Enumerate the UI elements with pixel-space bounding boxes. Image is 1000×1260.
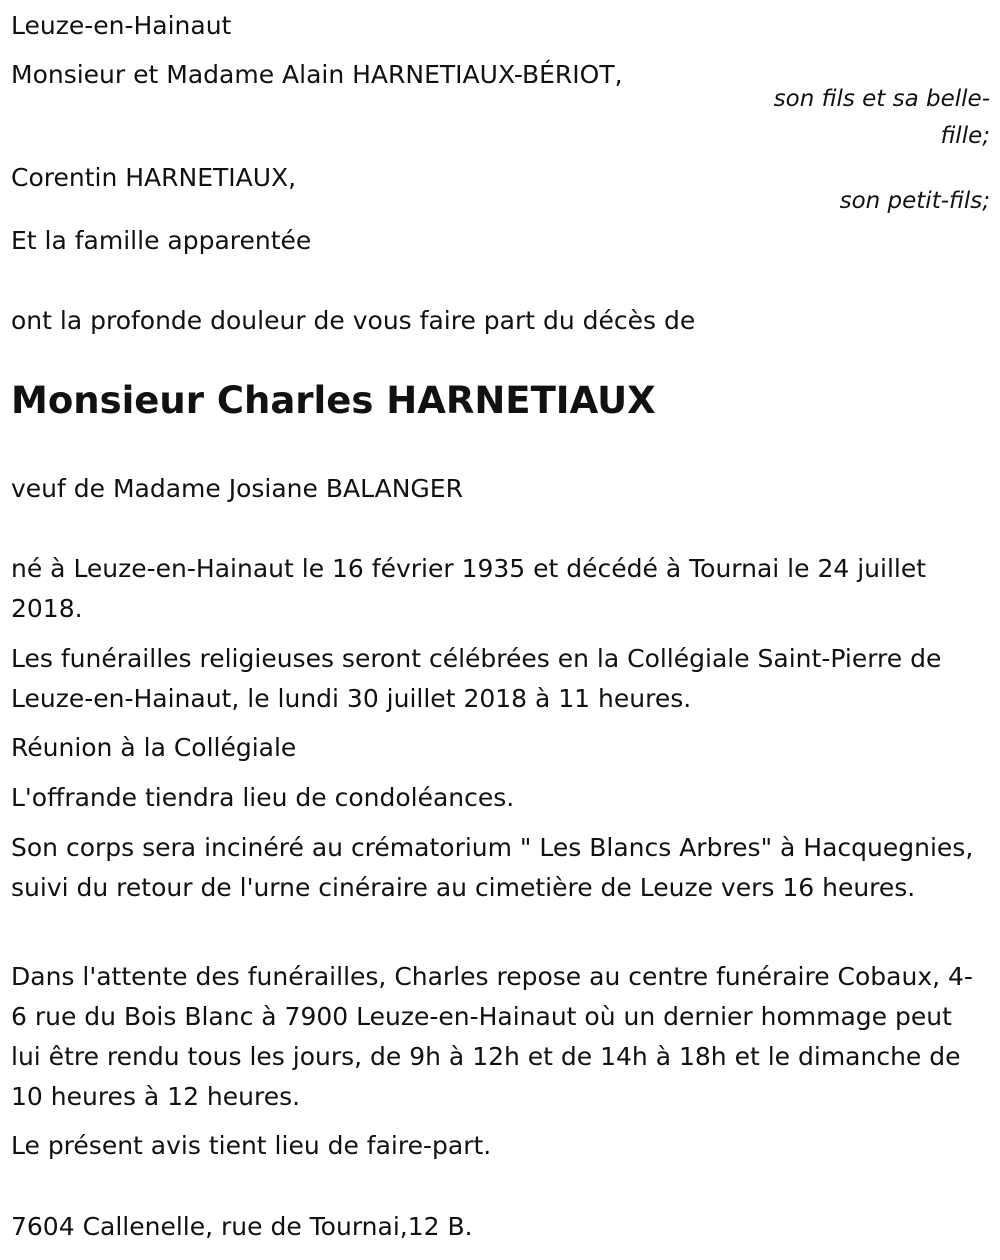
parents-relation: son fils et sa belle-fille; (773, 86, 990, 149)
widower-of: veuf de Madame Josiane BALANGER (11, 474, 463, 503)
cremation-text: Son corps sera incinéré au crématorium " Les Blancs Arbres" à Hacquegnies, suivi du retour de l'urne cinéraire au cimetière de Leuze vers 16 heures. (11, 833, 974, 902)
deceased-name: Monsieur Charles HARNETIAUX (11, 379, 656, 422)
meeting-text: Réunion à la Collégiale (11, 733, 297, 762)
announcement-intro: ont la profonde douleur de vous faire part du décès de (11, 306, 696, 335)
offering-text: L'offrande tiendra lieu de condoléances. (11, 783, 515, 812)
family-parents: Monsieur et Madame Alain HARNETIAUX-BÉRIOT, (11, 60, 623, 89)
birth-death-text: né à Leuze-en-Hainaut le 16 février 1935 et décédé à Tournai le 24 juillet 2018. (11, 554, 927, 623)
grandson-relation: son petit-fils; (839, 188, 990, 214)
location-header: Leuze-en-Hainaut (11, 11, 232, 40)
viewing-text: Dans l'attente des funérailles, Charles repose au centre funéraire Cobaux, 4-6 rue du Bois Blanc à 7900 Leuze-en-Hainaut où un dernier hommage peut lui être rendu tous les jours, de 9h à 12h et de 14h à 18h et le dimanche de 10 heures à 12 heures. (11, 962, 973, 1111)
family-grandson: Corentin HARNETIAUX, (11, 163, 297, 192)
funeral-text: Les funérailles religieuses seront célébrées en la Collégiale Saint-Pierre de Leuze-en-Hainaut, le lundi 30 juillet 2018 à 11 heures. (11, 644, 942, 713)
family-relatives: Et la famille apparentée (11, 226, 312, 255)
notice-text: Le présent avis tient lieu de faire-part. (11, 1131, 492, 1160)
footer-address: 7604 Callenelle, rue de Tournai,12 B. (11, 1212, 473, 1241)
